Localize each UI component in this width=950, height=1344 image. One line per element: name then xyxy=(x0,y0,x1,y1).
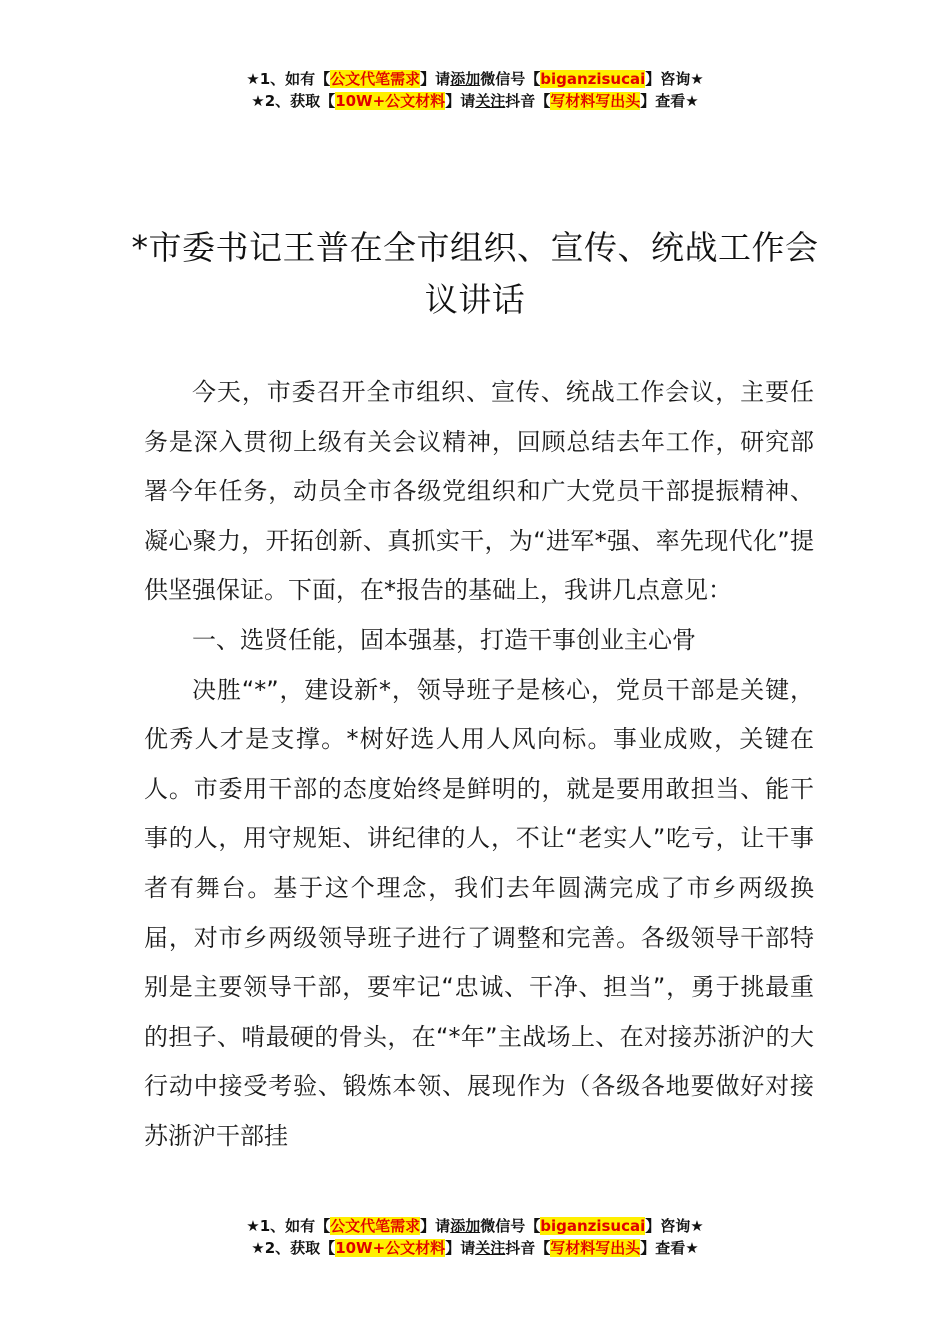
promo-text: ★1、如有【 xyxy=(246,70,331,88)
promo-underlined: 添加 xyxy=(450,1217,481,1235)
promo-underlined: 关注 xyxy=(475,92,506,110)
promo-highlight: 公文代笔需求 xyxy=(330,1217,421,1235)
promo-highlight: 10W+公文材料 xyxy=(335,92,446,110)
promo-text: 抖音【 xyxy=(505,1239,551,1257)
promo-line-1 xyxy=(0,1215,950,1237)
promo-text: 】请 xyxy=(445,1239,476,1257)
footer-promo-banner xyxy=(0,1215,950,1259)
promo-douyin-name: 写材料写出头 xyxy=(550,92,641,110)
promo-highlight: 公文代笔需求 xyxy=(330,70,421,88)
promo-line-2 xyxy=(0,1237,950,1259)
body-paragraph-section-1: 决胜“*”，建设新*，领导班子是核心，党员干部是关键，优秀人才是支撑。*树好选人用人风向标。事业成败，关键在人。市委用干部的态度始终是鲜明的，就是要用敢担当、能干事的人，用守规矩、讲纪律的人，不让“老实人”吃亏，让干事者有舞台。基于这个理念，我们去年圆满完成了市乡两级换届，对市乡两级领导班子进行了调整和完善。各级领导干部特别是主要领导干部，要牢记“忠诚、干净、担当”，勇于挑最重的担子、啃最硬的骨头，在“*年”主战场上、在对接苏浙沪的大行动中接受考验、锻炼本领、展现作为（各级各地要做好对接苏浙沪干部挂 xyxy=(144,675,814,1150)
promo-underlined: 关注 xyxy=(475,1239,506,1257)
promo-text: ★1、如有【 xyxy=(246,1217,331,1235)
promo-text: ★2、获取【 xyxy=(251,1239,336,1257)
promo-text: 微信号【 xyxy=(480,70,541,88)
promo-text: 】咨询★ xyxy=(645,1217,704,1235)
body-paragraph-intro: 今天，市委召开全市组织、宣传、统战工作会议，主要任务是深入贯彻上级有关会议精神，回顾总结去年工作，研究部署今年任务，动员全市各级党组织和广大党员干部提振精神、凝心聚力，开拓创新、真抓实干，为“进军*强、率先现代化”提供坚强保证。下面，在*报告的基础上，我讲几点意见： xyxy=(144,378,814,605)
promo-wechat-id: biganzisucai xyxy=(540,70,646,88)
promo-text: 】请 xyxy=(420,70,451,88)
promo-underlined: 添加 xyxy=(450,70,481,88)
document-body xyxy=(144,368,814,1162)
promo-text: 微信号【 xyxy=(480,1217,541,1235)
promo-line-1 xyxy=(0,68,950,90)
promo-text: 抖音【 xyxy=(505,92,551,110)
document-title: *市委书记王普在全市组织、宣传、统战工作会议讲话 xyxy=(131,228,819,319)
promo-wechat-id: biganzisucai xyxy=(540,1217,646,1235)
section-heading-1: 一、选贤任能，固本强基，打造干事创业主心骨 xyxy=(192,625,696,654)
promo-text: ★2、获取【 xyxy=(251,92,336,110)
promo-text: 】请 xyxy=(445,92,476,110)
promo-text: 】咨询★ xyxy=(645,70,704,88)
promo-line-2 xyxy=(0,90,950,112)
promo-douyin-name: 写材料写出头 xyxy=(550,1239,641,1257)
promo-text: 】查看★ xyxy=(640,1239,699,1257)
promo-text: 】查看★ xyxy=(640,92,699,110)
promo-text: 】请 xyxy=(420,1217,451,1235)
header-promo-banner xyxy=(0,68,950,112)
promo-highlight: 10W+公文材料 xyxy=(335,1239,446,1257)
